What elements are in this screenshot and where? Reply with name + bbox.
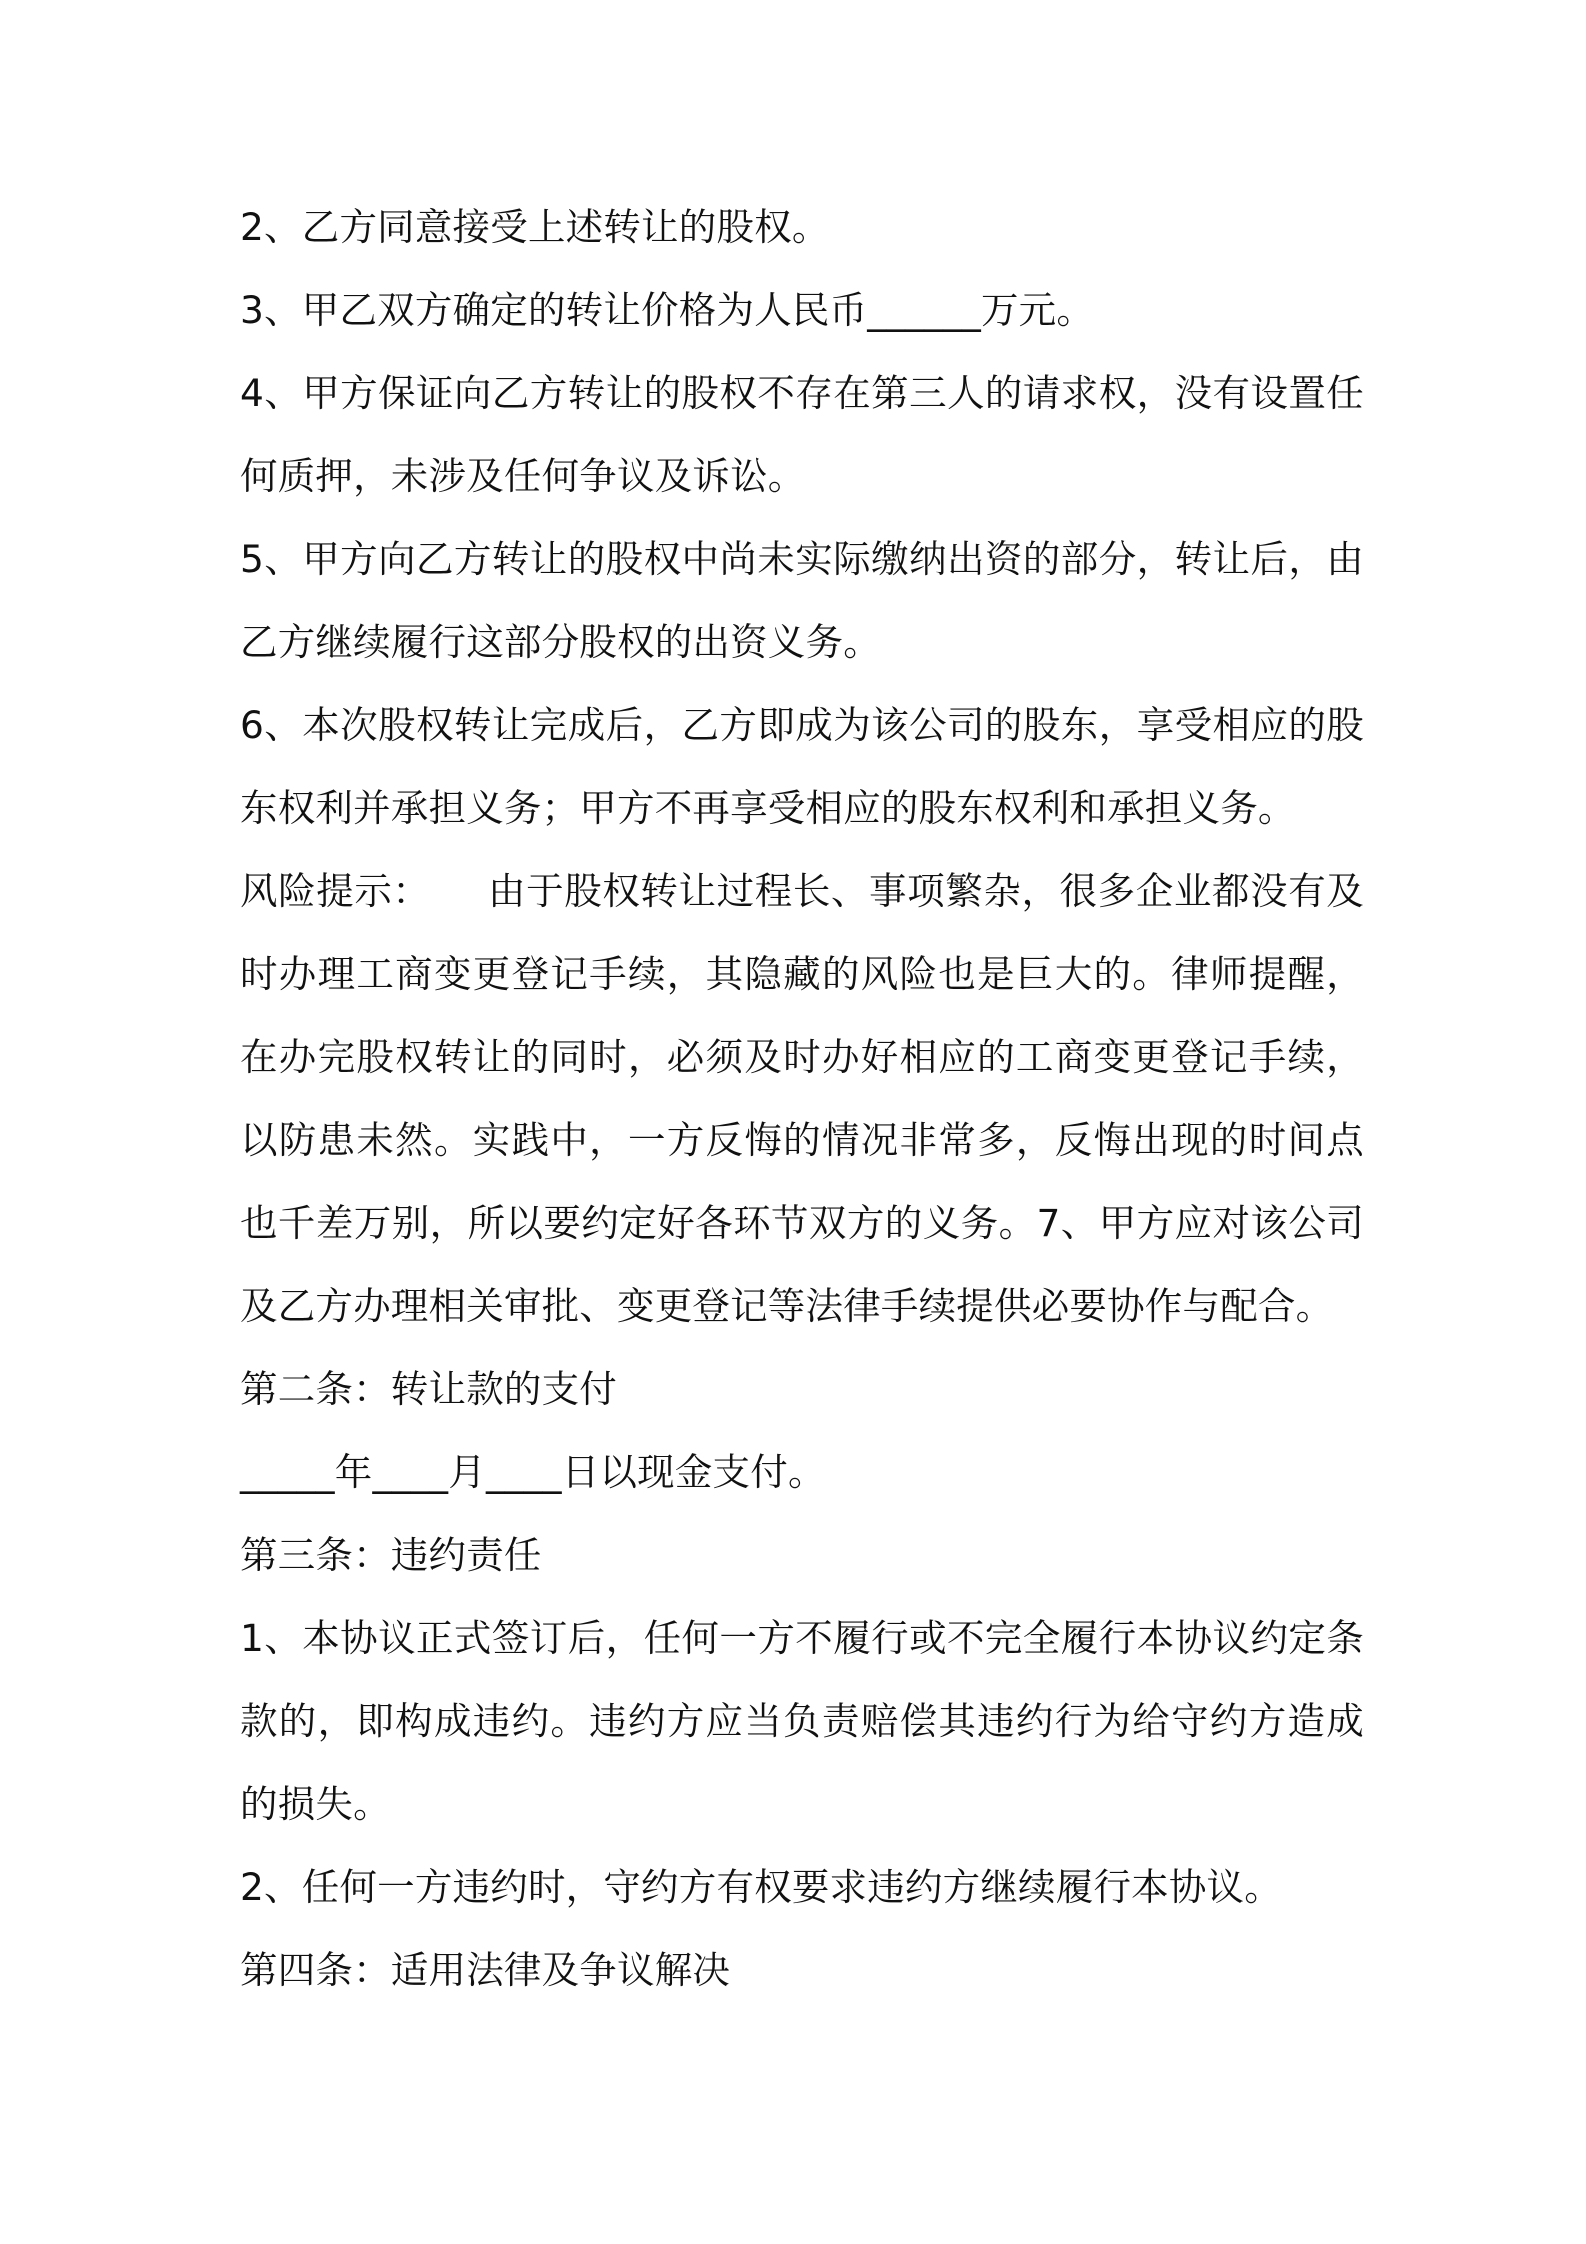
document-body (240, 186, 1364, 2012)
clause-5-paragraph: 5、甲方向乙方转让的股权中尚未实际缴纳出资的部分，转让后，由乙方继续履行这部分股权的出资义务。 (240, 537, 1364, 664)
article-4-heading: 第四条：适用法律及争议解决 (240, 1948, 731, 1992)
clause-6-paragraph: 6、本次股权转让完成后，乙方即成为该公司的股东，享受相应的股东权利并承担义务；甲方不再享受相应的股东权利和承担义务。 (240, 703, 1364, 830)
payment-date-paragraph: _____年____月____日以现金支付。 (240, 1450, 826, 1494)
article-3-heading: 第三条：违约责任 (240, 1533, 542, 1577)
clause-3-paragraph: 3、甲乙双方确定的转让价格为人民币______万元。 (240, 288, 1095, 332)
clause-2-paragraph: 2、乙方同意接受上述转让的股权。 (240, 205, 830, 249)
article-2-heading: 第二条：转让款的支付 (240, 1367, 617, 1411)
breach-clause-2-paragraph: 2、任何一方违约时，守约方有权要求违约方继续履行本协议。 (240, 1865, 1282, 1909)
breach-clause-1-paragraph: 1、本协议正式签订后，任何一方不履行或不完全履行本协议约定条款的，即构成违约。违约方应当负责赔偿其违约行为给守约方造成的损失。 (240, 1616, 1364, 1826)
clause-4-paragraph: 4、甲方保证向乙方转让的股权不存在第三人的请求权，没有设置任何质押，未涉及任何争议及诉讼。 (240, 371, 1364, 498)
risk-notice-paragraph: 风险提示： 由于股权转让过程长、事项繁杂，很多企业都没有及时办理工商变更登记手续，其隐藏的风险也是巨大的。律师提醒，在办完股权转让的同时，必须及时办好相应的工商变更登记手续，以防患未然。实践中，一方反悔的情况非常多，反悔出现的时间点也千差万别，所以要约定好各环节双方的义务。7、甲方应对该公司及乙方办理相关审批、变更登记等法律手续提供必要协作与配合。 (240, 869, 1364, 1328)
